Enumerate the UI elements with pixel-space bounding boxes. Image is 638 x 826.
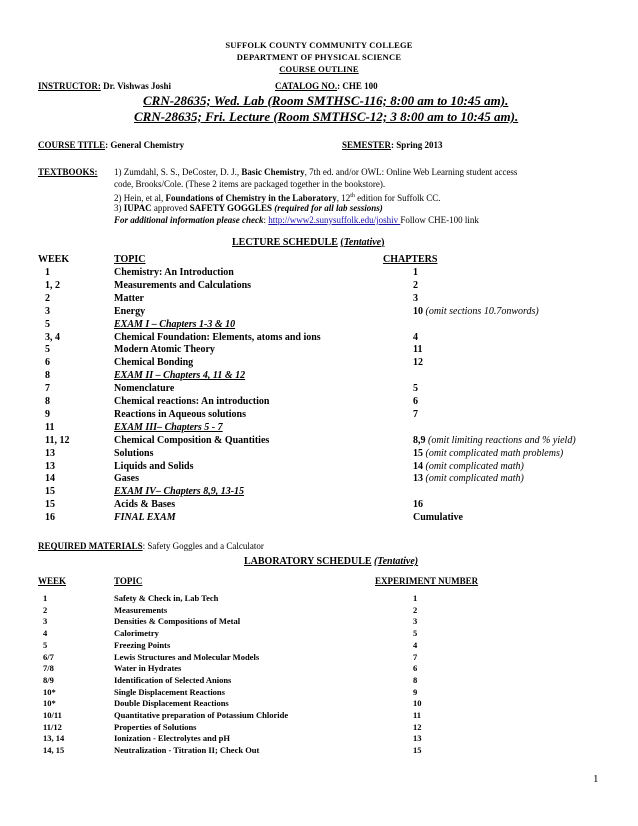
lecture-row [0,499,638,512]
lab-experiment: 2 [413,604,418,615]
lecture-row [0,486,638,499]
lecture-chapter [413,280,418,291]
lecture-week: 14 [45,473,55,485]
lab-col-topic: TOPIC [114,576,143,586]
lab-schedule-heading: LABORATORY SCHEDULE [244,556,372,567]
lecture-row [0,461,638,474]
lab-experiment: 6 [413,663,418,674]
lecture-chapter-number: 1 [413,267,418,278]
lecture-chapter-number: 5 [413,383,418,395]
lab-row [0,745,638,757]
lecture-week: 11, 12 [45,434,70,446]
lecture-chapter-number: 8,9 [413,434,426,446]
lecture-topic: Modern Atomic Theory [114,344,215,356]
lab-week: 5 [43,639,48,650]
lecture-week: 13 [45,447,55,459]
lecture-chapter-number: 12 [413,357,423,369]
lecture-col-week: WEEK [38,254,70,265]
lecture-chapter-number: 4 [413,331,418,343]
course-title-label: COURSE TITLE [38,140,106,150]
lab-row [0,722,638,734]
lecture-row [0,409,638,422]
lecture-topic: Energy [114,305,146,317]
crn-lab-line: CRN-28635; Wed. Lab (Room SMTHSC-116; 8:00 am to 10:45 am). [143,93,509,108]
lecture-row [0,512,638,525]
lecture-exam: EXAM III– Chapters 5 - 7 [114,421,223,433]
lecture-chapter [413,473,524,484]
lecture-chapter [413,306,539,317]
document-title: COURSE OUTLINE [279,64,359,74]
textbook-1-authors: 1) Zumdahl, S. S., DeCoster, D. J., [114,167,242,177]
lecture-schedule-title: LECTURE SCHEDULE (Tentative) [232,237,385,248]
required-materials-line [38,541,264,551]
lecture-row [0,435,638,448]
lab-week: 10* [43,698,56,709]
textbook-2-edition-num: , 12 [336,193,351,203]
lab-experiment: 3 [413,616,418,627]
lecture-chapter-note: (omit complicated math) [423,460,524,472]
lecture-topic: Chemical Composition & Quantities [114,434,270,446]
lab-experiment: 12 [413,721,422,732]
lecture-topic: Nomenclature [114,383,175,395]
lecture-exam: EXAM II – Chapters 4, 11 & 12 [114,370,246,382]
textbook-3-required: (required for all lab sessions) [272,203,383,213]
lab-week: 10/11 [43,710,62,720]
lab-week: 14, 15 [43,745,65,756]
lecture-chapter [413,435,576,446]
lecture-topic: Matter [114,292,144,304]
lab-topic: Ionization - Electrolytes and pH [114,733,231,744]
lecture-chapter-number: 7 [413,408,418,420]
lecture-chapter [413,344,422,355]
lab-topic: Safety & Check in, Lab Tech [114,593,219,603]
college-name: SUFFOLK COUNTY COMMUNITY COLLEGE [225,40,413,50]
lab-experiment: 7 [413,651,418,662]
lecture-topic: Chemical reactions: An introduction [114,396,270,407]
lecture-chapter-number: 16 [413,499,423,511]
lecture-chapter-note: (omit complicated math problems) [423,447,564,459]
lecture-topic: Acids & Bases [114,499,176,511]
lecture-chapter-number: 13 [413,473,423,485]
lab-experiment: 1 [413,593,418,603]
lab-topic: Single Displacement Reactions [114,686,225,697]
lecture-week: 7 [45,383,50,395]
lecture-topic: Solutions [114,447,154,459]
lecture-week: 6 [45,357,50,369]
lecture-chapter-note: (omit limiting reactions and % yield) [425,434,576,446]
lecture-row [0,293,638,306]
lecture-chapter [413,448,563,459]
lecture-row [0,370,638,383]
lecture-topic: Chemistry: An Introduction [114,267,234,278]
lecture-row [0,396,638,409]
lab-topic: Densities & Compositions of Metal [114,616,241,627]
lab-week: 7/8 [43,663,54,674]
lab-row [0,605,638,617]
lecture-week: 5 [45,344,50,356]
lab-row [0,640,638,652]
semester-label: SEMESTER [342,140,392,150]
lab-experiment: 4 [413,639,418,650]
catalog-line [275,81,378,91]
lab-topic: Lewis Structures and Molecular Models [114,651,260,662]
lecture-row [0,319,638,332]
lab-experiment: 11 [413,710,422,720]
lab-row [0,628,638,640]
semester-line [342,140,443,150]
instructor-label: INSTRUCTOR: [38,81,101,91]
required-materials-value: : Safety Goggles and a Calculator [142,541,264,551]
lecture-topic: Measurements and Calculations [114,279,252,291]
lab-topic: Freezing Points [114,639,171,650]
course-title-line [38,140,184,150]
required-materials-label: REQUIRED MATERIALS [38,541,143,551]
catalog-value: : CHE 100 [337,81,378,91]
lecture-topic: Chemical Foundation: Elements, atoms and ions [114,331,321,343]
lecture-col-topic: TOPIC [114,254,146,265]
textbooks-label: TEXTBOOKS: [38,167,98,177]
lab-week: 6/7 [43,651,54,662]
lecture-week: 5 [45,318,50,330]
lecture-exam: EXAM I – Chapters 1-3 & 10 [114,318,236,330]
textbook-1-edition: , 7th ed. and/or OWL: Online Web Learning student access [304,167,518,177]
textbook-2-edition-rest: edition for Suffolk CC. [354,193,441,203]
lab-week: 2 [43,604,48,615]
lecture-week: 3 [45,305,50,317]
textbook-1-title: Basic Chemistry [241,167,305,177]
additional-info-label: For additional information please check [114,215,264,225]
lecture-row [0,332,638,345]
lab-week: 8/9 [43,674,54,685]
lecture-chapter [413,512,463,523]
lecture-chapter [413,409,418,420]
textbook-3-line [114,203,383,215]
lab-row [0,652,638,664]
lecture-topic: Reactions in Aqueous solutions [114,408,246,420]
lab-experiment: 15 [413,745,422,756]
textbook-3-number: 3) [114,203,124,213]
lecture-chapter-number: 11 [413,344,423,356]
lab-week: 4 [43,628,48,639]
lecture-chapter-note: (omit complicated math) [423,473,524,485]
lab-row [0,698,638,710]
lab-topic: Water in Hydrates [114,663,182,674]
lecture-week: 16 [45,512,55,524]
lecture-topic: FINAL EXAM [114,512,176,524]
lecture-chapter [413,499,423,510]
lecture-chapter [413,357,423,368]
follow-link-text: Follow CHE-100 link [400,215,479,225]
lecture-week: 8 [45,370,50,382]
lecture-row [0,280,638,293]
lab-week: 10* [43,686,56,697]
lab-col-week: WEEK [38,576,67,586]
lecture-week: 1 [45,267,50,278]
lecture-week: 15 [45,499,55,511]
lecture-week: 2 [45,292,50,304]
lab-row [0,593,638,605]
lab-row [0,710,638,722]
lecture-chapter-number: Cumulative [413,512,463,524]
lecture-chapter [413,267,418,278]
lab-row [0,687,638,699]
lecture-topic: Chemical Bonding [114,357,194,369]
lab-experiment: 13 [413,733,422,744]
textbook-3-goggles: SAFETY GOGGLES [189,203,273,213]
lecture-topic: Gases [114,473,139,485]
lab-topic: Neutralization - Titration II; Check Out [114,745,260,756]
lecture-chapter [413,383,418,394]
lab-experiment: 9 [413,686,418,697]
lecture-week: 11 [45,421,55,433]
textbook-2-edition-sup: th [350,193,355,199]
additional-info-line [114,215,479,227]
textbook-2-title: Foundations of Chemistry in the Laboratory [165,193,337,203]
lab-topic: Identification of Selected Anions [114,674,232,685]
lecture-chapter-number: 10 [413,305,423,317]
textbook-1-line-2: code, Brooks/Cole. (These 2 items are packaged together in the bookstore). [114,179,386,189]
lab-experiment: 5 [413,628,418,639]
lab-week: 11/12 [43,721,62,732]
lecture-chapter-number: 15 [413,447,423,459]
lecture-chapter-number: 6 [413,396,418,407]
lecture-row [0,473,638,486]
lecture-row [0,357,638,370]
lab-topic: Calorimetry [114,628,159,639]
lab-topic: Measurements [114,604,168,615]
lecture-week: 8 [45,396,50,407]
semester-value: : Spring 2013 [391,140,443,150]
lab-row [0,663,638,675]
lab-row [0,675,638,687]
lab-tentative: (Tentative) [374,556,419,567]
lab-col-experiment: EXPERIMENT NUMBER [375,576,479,586]
catalog-label: CATALOG NO. [275,81,338,91]
lab-schedule-title [244,556,418,567]
lab-week: 3 [43,616,48,627]
lab-week: 13, 14 [43,733,65,744]
lecture-schedule-heading: LECTURE SCHEDULE [232,237,338,248]
lecture-chapter [413,332,418,343]
lecture-week: 3, 4 [45,331,60,343]
lecture-row [0,344,638,357]
lab-row [0,733,638,745]
textbook-1-line-1 [114,167,517,179]
instructor-line [38,81,171,91]
additional-info-colon: : [263,215,269,225]
lab-experiment: 10 [413,698,422,709]
lecture-row [0,267,638,280]
lecture-chapter [413,461,524,472]
lecture-row [0,448,638,461]
lecture-exam: EXAM IV– Chapters 8,9, 13-15 [114,486,245,498]
lecture-week: 15 [45,486,55,498]
lab-topic: Double Displacement Reactions [114,698,229,709]
lecture-col-chapters: CHAPTERS [383,254,438,265]
crn-lecture-line: CRN-28635; Fri. Lecture (Room SMTHSC-12; 3 8:00 am to 10:45 am). [134,109,519,124]
department-name: DEPARTMENT OF PHYSICAL SCIENCE [236,52,402,62]
textbook-3-iupac: IUPAC [123,203,152,213]
lecture-chapter [413,396,418,407]
lecture-chapter-number: 2 [413,279,418,291]
lab-experiment: 8 [413,674,418,685]
lecture-chapter-note: (omit sections 10.7onwords) [423,305,539,317]
lab-topic: Properties of Solutions [114,721,197,732]
lecture-week: 13 [45,460,55,472]
textbook-2-authors: 2) Hein, et al, [114,193,166,203]
course-website-link[interactable]: http://www2.sunysuffolk.edu/joshiv [268,215,401,225]
instructor-name: Dr. Vishwas Joshi [103,81,172,91]
lecture-tentative: Tentative [343,237,382,248]
lecture-topic: Liquids and Solids [114,460,194,472]
textbook-3-approved: approved [151,203,190,213]
course-title-value: : General Chemistry [105,140,185,150]
lecture-chapter [413,293,418,304]
page-number: 1 [593,773,599,785]
lab-week: 1 [43,593,48,603]
lecture-row [0,422,638,435]
lab-topic: Quantitative preparation of Potassium Chloride [114,710,289,720]
lecture-row [0,383,638,396]
lecture-chapter-number: 3 [413,292,418,304]
lecture-week: 9 [45,408,50,420]
lecture-chapter-number: 14 [413,460,423,472]
lecture-row [0,306,638,319]
lab-row [0,616,638,628]
lecture-week: 1, 2 [45,279,60,291]
